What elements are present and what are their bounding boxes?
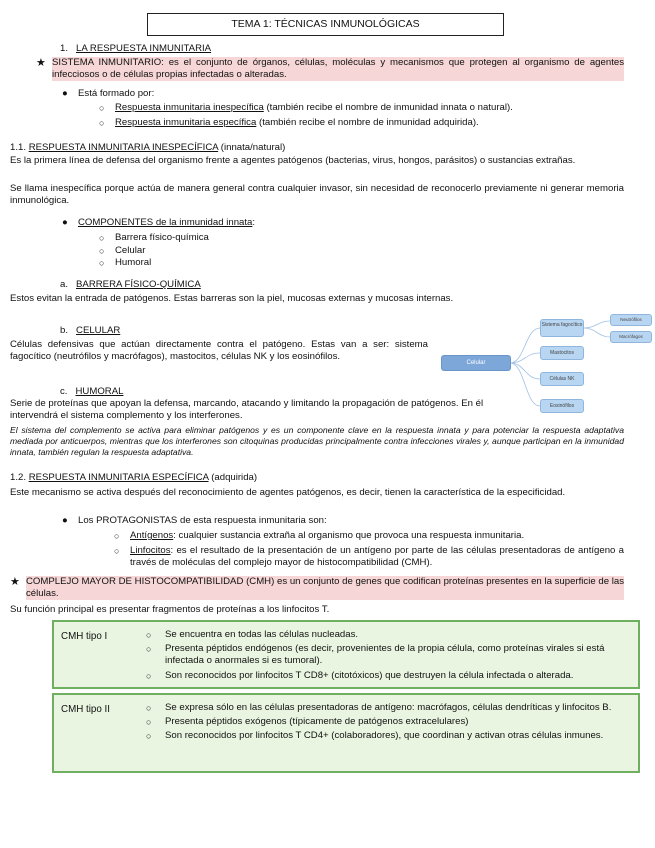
list-item: ○ Respuesta inmunitaria inespecífica (también recibe el nombre de inmunidad innata o natural). <box>99 102 513 113</box>
subsection-c-heading: c. HUMORAL <box>60 386 124 397</box>
list-item: ○ Humoral <box>99 257 152 268</box>
paragraph: Es la primera línea de defensa del organismo frente a agentes patógenos (bacterias, virus, hongos, parásitos) o sustancias extrañas. <box>10 155 576 166</box>
list-item: ○ Antígenos: cualquier sustancia extraña al organismo que provoca una respuesta inmunitaria. <box>114 530 525 541</box>
diagram-node: Células NK <box>540 372 584 386</box>
cmh-tipo-2-box <box>52 693 640 773</box>
definition-cmh: ★ COMPLEJO MAYOR DE HISTOCOMPATIBILIDAD (CMH) es un conjunto de genes que codifican proteínas presentes en la superficie de las células. <box>10 576 624 600</box>
section-number: 1. <box>60 43 69 54</box>
star-icon: ★ <box>36 57 46 69</box>
paragraph: Células defensivas que actúan directamente contra el patógeno. Estas van a ser: sistema fagocítico (neutrófilos y macrófagos), mastocitos, células NK y los eosinófilos. <box>10 339 428 363</box>
page-title: TEMA 1: TÉCNICAS INMUNOLÓGICAS <box>147 13 504 36</box>
circle-bullet-icon: ○ <box>114 531 120 541</box>
diagram-node: Eosinófilos <box>540 399 584 413</box>
diagram-node: Macrófagos <box>610 331 652 343</box>
list-item: ○ Celular <box>99 245 146 256</box>
cmh-list <box>146 702 629 745</box>
circle-bullet-icon: ○ <box>99 246 105 256</box>
cmh-list <box>146 629 629 684</box>
section-1-1-heading: 1.1. RESPUESTA INMUNITARIA INESPECÍFICA (innata/natural) <box>10 142 286 153</box>
circle-bullet-icon: ○ <box>114 546 120 556</box>
circle-bullet-icon: ○ <box>99 258 105 268</box>
diagram-node: Neutrófilos <box>610 314 652 326</box>
circle-bullet-icon: ○ <box>146 717 152 728</box>
componentes-bullet: ● COMPONENTES de la inmunidad innata: <box>62 217 256 228</box>
circle-bullet-icon: ○ <box>146 630 152 640</box>
definition-sistema-inmunitario: ★ SISTEMA INMUNITARIO: es el conjunto de órganos, células, moléculas y mecanismos que protegen al organismo de agentes infecciosos o de células propias infectadas o alteradas. <box>36 57 624 81</box>
paragraph: Serie de proteínas que apoyan la defensa, marcando, atacando y limitando la propagación de patógenos. En él intervendrá el sistema complemento y los interferones. <box>10 398 484 422</box>
paragraph: Este mecanismo se activa después del reconocimiento de agentes patógenos, es decir, tienen la característica de la especificidad. <box>10 487 566 498</box>
list-item: ○ Presenta péptidos exógenos (típicamente de patógenos extracelulares) <box>146 716 469 728</box>
cmh-label: CMH tipo II <box>61 704 110 715</box>
cmh-label: CMH tipo I <box>61 631 108 642</box>
bullet-icon: ● <box>62 515 68 526</box>
list-item: ○ Respuesta inmunitaria específica (también recibe el nombre de inmunidad adquirida). <box>99 117 479 128</box>
subsection-a-heading: a. BARRERA FÍSICO-QUÍMICA <box>60 279 201 290</box>
section-1-2-heading: 1.2. RESPUESTA INMUNITARIA ESPECÍFICA (adquirida) <box>10 472 258 483</box>
section-1-heading <box>60 43 211 55</box>
diagram-root-node: Celular <box>441 355 511 371</box>
circle-bullet-icon: ○ <box>146 644 152 655</box>
circle-bullet-icon: ○ <box>99 103 105 113</box>
list-item: ○ Son reconocidos por linfocitos T CD8+ (citotóxicos) que destruyen la célula infectada o alterada. <box>146 669 574 681</box>
circle-bullet-icon: ○ <box>146 670 152 681</box>
star-icon: ★ <box>10 576 20 588</box>
section-title: LA RESPUESTA INMUNITARIA <box>76 43 212 54</box>
protagonistas-bullet: ● Los PROTAGONISTAS de esta respuesta inmunitaria son: <box>62 515 327 526</box>
list-item: ○ Se encuentra en todas las células nucleadas. <box>146 629 359 640</box>
list-item: ○ Barrera físico-química <box>99 232 209 243</box>
paragraph: Estos evitan la entrada de patógenos. Estas barreras son la piel, mucosas externas y mucosas internas. <box>10 293 454 304</box>
circle-bullet-icon: ○ <box>99 233 105 243</box>
bullet-icon: ● <box>62 88 68 99</box>
circle-bullet-icon: ○ <box>99 118 105 128</box>
circle-bullet-icon: ○ <box>146 703 152 713</box>
list-item: ○ Se expresa sólo en las células presentadoras de antígeno: macrófagos, células dendríticas y linfocitos B. <box>146 702 612 713</box>
funcion-text: Su función principal es presentar fragmentos de proteínas a los linfocitos T. <box>10 604 330 615</box>
italic-note: El sistema del complemento se activa para eliminar patógenos y es un componente clave en la respuesta innata y para potenciar la respuesta adaptativa mediada por anticuerpos, mientras que los interferones son citoquinas producidas principalmente contra infecciones virales y, aunque participan en la inmunidad innata, también regulan la respuesta adaptativa. <box>10 425 624 457</box>
bullet-icon: ● <box>62 217 68 228</box>
list-item: ○ Son reconocidos por linfocitos T CD4+ (colaboradores), que coordinan y activan otras células inmunes. <box>146 730 604 742</box>
diagram-node: Sistema fagocítico <box>540 319 584 337</box>
paragraph: Se llama inespecífica porque actúa de manera general contra cualquier invasor, sin necesidad de reconocerlo previamente ni generar memoria inmunológica. <box>10 183 624 207</box>
cmh-tipo-1-box <box>52 620 640 689</box>
formado-bullet: ● Está formado por: <box>62 88 155 99</box>
diagram-node: Mastocitos <box>540 346 584 360</box>
list-item: ○ Presenta péptidos endógenos (es decir, provenientes de la propia célula, como proteínas virales si está infectada o anormales si es tumoral). <box>146 643 605 667</box>
list-item: ○ Linfocitos: es el resultado de la presentación de un antígeno por parte de las células presentadoras de antígeno a través de moléculas del complejo mayor de histocompatibilidad (CMH). <box>114 545 624 569</box>
subsection-b-heading: b. CELULAR <box>60 325 121 336</box>
circle-bullet-icon: ○ <box>146 731 152 742</box>
